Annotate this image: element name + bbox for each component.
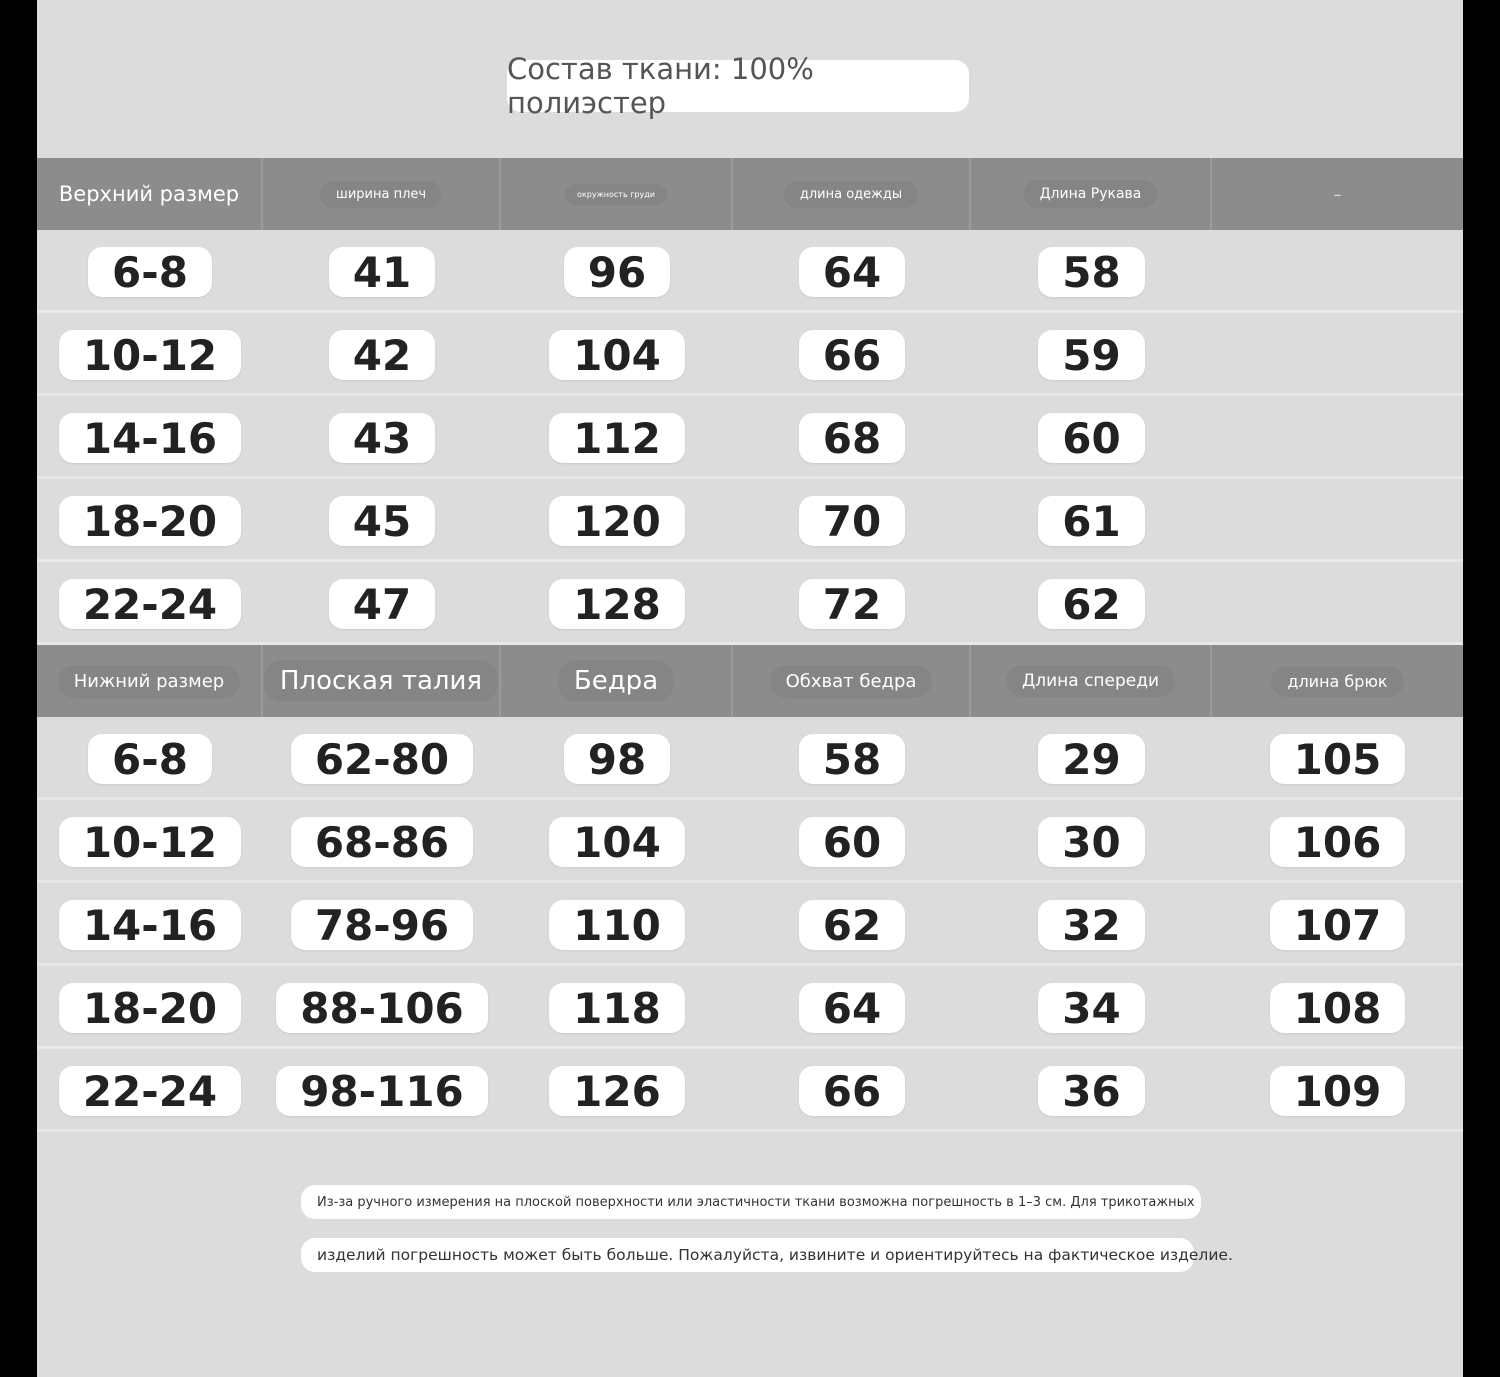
upper-header-cell bbox=[501, 158, 733, 230]
table-row bbox=[37, 967, 1463, 1049]
table-cell bbox=[971, 231, 1212, 313]
table-cell bbox=[501, 231, 733, 313]
table-cell bbox=[263, 967, 501, 1049]
table-cell bbox=[263, 563, 501, 645]
size-value: 64 bbox=[799, 247, 905, 297]
table-row bbox=[37, 801, 1463, 883]
lower-header-thigh: Обхват бедра bbox=[770, 665, 933, 698]
upper-header-cell bbox=[1212, 158, 1463, 230]
size-value: 98-116 bbox=[276, 1066, 488, 1116]
table-row bbox=[37, 884, 1463, 966]
size-value: 106 bbox=[1270, 817, 1406, 867]
lower-header-cell bbox=[971, 645, 1212, 717]
table-cell bbox=[1212, 397, 1463, 479]
upper-header-shoulder: ширина плеч bbox=[320, 181, 442, 208]
table-cell bbox=[971, 801, 1212, 883]
size-value: 29 bbox=[1038, 734, 1144, 784]
size-value: 108 bbox=[1270, 983, 1406, 1033]
table-cell bbox=[733, 718, 971, 800]
table-cell bbox=[37, 718, 263, 800]
size-value: 70 bbox=[799, 496, 905, 546]
table-cell bbox=[263, 884, 501, 966]
upper-header-empty: – bbox=[1333, 184, 1342, 204]
size-value: 10-12 bbox=[59, 330, 241, 380]
table-cell bbox=[37, 563, 263, 645]
table-cell bbox=[37, 231, 263, 313]
table-row bbox=[37, 1050, 1463, 1132]
table-cell bbox=[1212, 1050, 1463, 1132]
size-value: 45 bbox=[329, 496, 435, 546]
size-value: 34 bbox=[1038, 983, 1144, 1033]
size-value: 43 bbox=[329, 413, 435, 463]
table-cell bbox=[37, 480, 263, 562]
size-value: 36 bbox=[1038, 1066, 1144, 1116]
size-value: 22-24 bbox=[59, 579, 241, 629]
table-cell bbox=[37, 884, 263, 966]
table-cell bbox=[501, 314, 733, 396]
size-value: 64 bbox=[799, 983, 905, 1033]
size-value: 96 bbox=[564, 247, 670, 297]
table-cell bbox=[971, 967, 1212, 1049]
upper-header-size: Верхний размер bbox=[58, 182, 240, 206]
size-value: 18-20 bbox=[59, 983, 241, 1033]
size-value: 104 bbox=[549, 817, 685, 867]
table-cell bbox=[501, 397, 733, 479]
table-row bbox=[37, 718, 1463, 800]
table-row bbox=[37, 314, 1463, 396]
table-cell bbox=[37, 967, 263, 1049]
upper-header-length: длина одежды bbox=[784, 181, 918, 208]
lower-header-cell bbox=[733, 645, 971, 717]
size-value: 58 bbox=[1038, 247, 1144, 297]
table-cell bbox=[733, 884, 971, 966]
table-cell bbox=[733, 801, 971, 883]
size-value: 18-20 bbox=[59, 496, 241, 546]
size-value: 41 bbox=[329, 247, 435, 297]
size-value: 78-96 bbox=[291, 900, 473, 950]
table-cell bbox=[733, 967, 971, 1049]
lower-header-cell bbox=[263, 645, 501, 717]
table-cell bbox=[1212, 563, 1463, 645]
table-cell bbox=[1212, 480, 1463, 562]
size-value: 126 bbox=[549, 1066, 685, 1116]
table-cell bbox=[1212, 967, 1463, 1049]
table-cell bbox=[971, 314, 1212, 396]
table-cell bbox=[37, 1050, 263, 1132]
size-value: 104 bbox=[549, 330, 685, 380]
table-cell bbox=[37, 397, 263, 479]
upper-header-cell bbox=[971, 158, 1212, 230]
size-value: 112 bbox=[549, 413, 685, 463]
size-value: 47 bbox=[329, 579, 435, 629]
table-cell bbox=[263, 801, 501, 883]
table-row bbox=[37, 480, 1463, 562]
table-cell bbox=[37, 314, 263, 396]
table-cell bbox=[263, 231, 501, 313]
table-cell bbox=[1212, 884, 1463, 966]
size-value: 110 bbox=[549, 900, 685, 950]
upper-header-chest: окружность груди bbox=[565, 184, 667, 205]
size-value: 88-106 bbox=[276, 983, 488, 1033]
fabric-composition-title: Состав ткани: 100% полиэстер bbox=[507, 60, 969, 112]
table-cell bbox=[501, 718, 733, 800]
size-value: 66 bbox=[799, 1066, 905, 1116]
table-cell bbox=[733, 480, 971, 562]
table-cell bbox=[263, 397, 501, 479]
lower-table-header bbox=[37, 645, 1463, 717]
lower-header-waist: Плоская талия bbox=[264, 660, 498, 702]
table-cell bbox=[501, 801, 733, 883]
measurement-note-line-1: Из-за ручного измерения на плоской поверхности или эластичности ткани возможна погрешность в 1–3 см. Для трикотажных bbox=[301, 1185, 1201, 1219]
table-cell bbox=[501, 884, 733, 966]
table-cell bbox=[1212, 801, 1463, 883]
lower-header-hips: Бедра bbox=[558, 660, 674, 702]
size-value: 120 bbox=[549, 496, 685, 546]
table-cell bbox=[263, 718, 501, 800]
table-cell bbox=[971, 563, 1212, 645]
table-cell bbox=[501, 563, 733, 645]
table-cell bbox=[37, 801, 263, 883]
table-cell bbox=[1212, 231, 1463, 313]
upper-header-cell bbox=[37, 158, 263, 230]
table-cell bbox=[263, 480, 501, 562]
table-cell bbox=[971, 480, 1212, 562]
table-cell bbox=[733, 1050, 971, 1132]
size-value: 42 bbox=[329, 330, 435, 380]
size-value: 62 bbox=[799, 900, 905, 950]
table-cell bbox=[501, 480, 733, 562]
size-value: 60 bbox=[799, 817, 905, 867]
size-value: 30 bbox=[1038, 817, 1144, 867]
table-cell bbox=[971, 718, 1212, 800]
size-value: 32 bbox=[1038, 900, 1144, 950]
size-value: 109 bbox=[1270, 1066, 1406, 1116]
table-cell bbox=[263, 314, 501, 396]
table-cell bbox=[1212, 718, 1463, 800]
size-value: 14-16 bbox=[59, 900, 241, 950]
upper-header-cell bbox=[263, 158, 501, 230]
table-row bbox=[37, 231, 1463, 313]
size-value: 61 bbox=[1038, 496, 1144, 546]
size-value: 68 bbox=[799, 413, 905, 463]
lower-header-pants-length: длина брюк bbox=[1271, 666, 1403, 697]
size-value: 10-12 bbox=[59, 817, 241, 867]
upper-header-sleeve: Длина Рукава bbox=[1024, 180, 1158, 208]
table-cell bbox=[501, 967, 733, 1049]
size-value: 59 bbox=[1038, 330, 1144, 380]
size-value: 128 bbox=[549, 579, 685, 629]
lower-header-size: Нижний размер bbox=[58, 665, 240, 698]
size-value: 66 bbox=[799, 330, 905, 380]
size-value: 14-16 bbox=[59, 413, 241, 463]
lower-header-front-length: Длина спереди bbox=[1006, 665, 1175, 697]
size-value: 58 bbox=[799, 734, 905, 784]
size-value: 68-86 bbox=[291, 817, 473, 867]
table-cell bbox=[971, 884, 1212, 966]
table-row bbox=[37, 563, 1463, 645]
size-value: 22-24 bbox=[59, 1066, 241, 1116]
size-value: 6-8 bbox=[88, 247, 212, 297]
table-cell bbox=[501, 1050, 733, 1132]
upper-header-cell bbox=[733, 158, 971, 230]
lower-header-cell bbox=[501, 645, 733, 717]
measurement-note-line-2: изделий погрешность может быть больше. Пожалуйста, извините и ориентируйтесь на фактическое изделие. bbox=[301, 1238, 1194, 1272]
table-cell bbox=[733, 314, 971, 396]
table-cell bbox=[971, 397, 1212, 479]
size-value: 62-80 bbox=[291, 734, 473, 784]
table-cell bbox=[263, 1050, 501, 1132]
size-value: 98 bbox=[564, 734, 670, 784]
table-cell bbox=[733, 231, 971, 313]
lower-header-cell bbox=[1212, 645, 1463, 717]
lower-header-cell bbox=[37, 645, 263, 717]
size-value: 6-8 bbox=[88, 734, 212, 784]
table-cell bbox=[733, 563, 971, 645]
size-value: 62 bbox=[1038, 579, 1144, 629]
size-chart bbox=[37, 0, 1463, 1377]
size-value: 118 bbox=[549, 983, 685, 1033]
table-row bbox=[37, 397, 1463, 479]
size-value: 72 bbox=[799, 579, 905, 629]
size-value: 60 bbox=[1038, 413, 1144, 463]
table-cell bbox=[971, 1050, 1212, 1132]
table-cell bbox=[1212, 314, 1463, 396]
size-value: 105 bbox=[1270, 734, 1406, 784]
table-cell bbox=[733, 397, 971, 479]
upper-table-header bbox=[37, 158, 1463, 230]
size-value: 107 bbox=[1270, 900, 1406, 950]
